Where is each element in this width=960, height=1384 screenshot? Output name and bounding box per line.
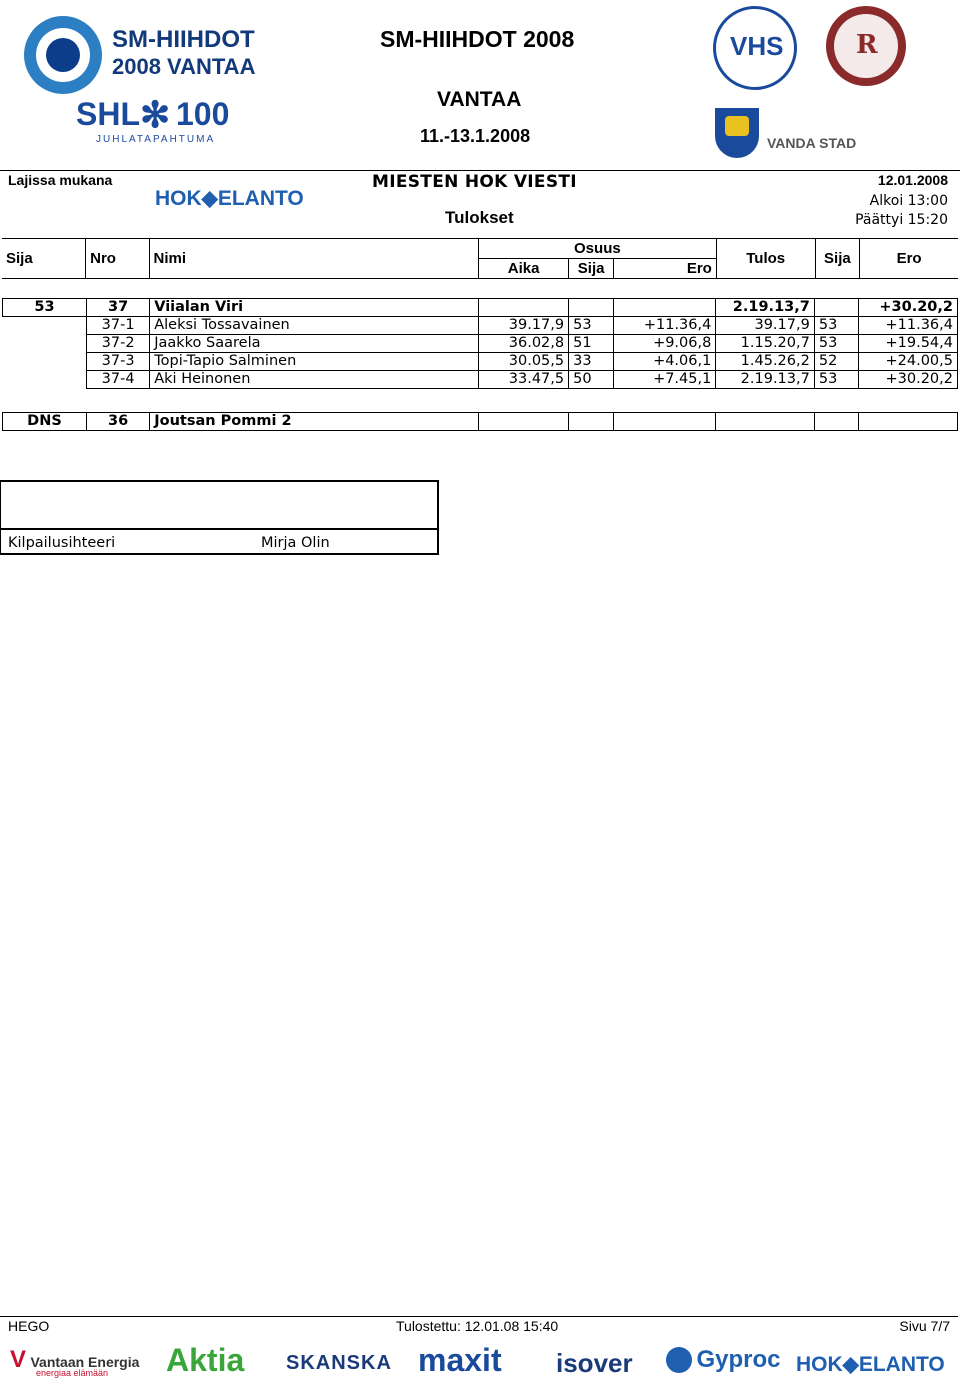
results-title: Tulokset bbox=[445, 208, 514, 227]
col-sija: Sija bbox=[2, 239, 86, 279]
col-aika: Aika bbox=[478, 259, 568, 279]
shl-100-logo bbox=[76, 96, 236, 150]
aktia-logo: Aktia bbox=[166, 1342, 245, 1378]
col-nimi: Nimi bbox=[149, 239, 478, 279]
col-tulos-sija: Sija bbox=[815, 239, 860, 279]
footer-system: HEGO bbox=[8, 1318, 50, 1334]
juhlatapahtuma-text: JUHLATAPAHTUMA bbox=[96, 134, 216, 145]
globe-icon bbox=[666, 1347, 692, 1373]
signature-name: Mirja Olin bbox=[261, 535, 330, 551]
skanska-logo: SKANSKA bbox=[286, 1352, 392, 1374]
page-title: SM-HIIHDOT 2008 bbox=[380, 26, 575, 52]
leg-row: 37-4 Aki Heinonen 33.47,5 50 +7.45,1 2.19.13,7 53 +30.20,2 bbox=[3, 371, 958, 389]
coat-of-arms-icon bbox=[715, 108, 759, 158]
maxit-logo: maxit bbox=[418, 1342, 502, 1378]
sm-hiihdot-text: SM-HIIHDOT bbox=[112, 26, 255, 53]
sm-vantaa-text: 2008 VANTAA bbox=[112, 54, 256, 79]
vantaan-energia-logo: V Vantaan Energia energiaa elämään bbox=[10, 1346, 140, 1378]
lajissa-mukana-label: Lajissa mukana bbox=[8, 172, 113, 188]
location: VANTAA bbox=[437, 88, 522, 111]
v-icon: V bbox=[10, 1346, 27, 1373]
footer-page: Sivu 7/7 bbox=[899, 1318, 950, 1334]
event-date: 12.01.2008 bbox=[877, 172, 948, 188]
dns-table bbox=[2, 412, 958, 431]
col-tulos: Tulos bbox=[716, 239, 815, 279]
event-dates: 11.-13.1.2008 bbox=[420, 126, 531, 146]
col-tulos-ero: Ero bbox=[860, 239, 958, 279]
hok-elanto-footer-logo: HOK◆ELANTO bbox=[796, 1353, 945, 1376]
signature-role: Kilpailusihteeri bbox=[8, 535, 116, 551]
results-table bbox=[2, 298, 958, 389]
leg-row: 37-2 Jaakko Saarela 36.02,8 51 +9.06,8 1.15.20,7 53 +19.54,4 bbox=[3, 335, 958, 353]
footer-printed: Tulostettu: 12.01.08 15:40 bbox=[396, 1318, 559, 1334]
isover-logo: isover bbox=[556, 1348, 633, 1378]
vantaan-kaupunki-logo: VANDA STAD bbox=[715, 108, 915, 160]
col-nro: Nro bbox=[86, 239, 149, 279]
hok-elanto-logo: HOK◆ELANTO bbox=[155, 187, 304, 210]
col-osuus-ero: Ero bbox=[613, 259, 716, 279]
team-row: 53 37 Viialan Viri 2.19.13,7 +30.20,2 bbox=[3, 299, 958, 317]
start-time: Alkoi 13:00 bbox=[869, 193, 948, 209]
vhs-logo: VHS bbox=[713, 6, 797, 90]
sm-hiihdot-logo bbox=[24, 16, 264, 94]
leg-row: 37-1 Aleksi Tossavainen 39.17,9 53 +11.36,4 39.17,9 53 +11.36,4 bbox=[3, 317, 958, 335]
snowflake-icon: ✻ bbox=[140, 94, 171, 135]
col-osuus: Osuus bbox=[478, 239, 716, 259]
shl-text: SHL bbox=[76, 96, 140, 132]
1929-club-logo: R bbox=[826, 6, 906, 86]
shl-100-text: 100 bbox=[176, 96, 230, 132]
col-osuus-sija: Sija bbox=[569, 259, 614, 279]
leg-row: 37-3 Topi-Tapio Salminen 30.05,5 33 +4.06,1 1.45.26,2 52 +24.00,5 bbox=[3, 353, 958, 371]
dns-row: DNS 36 Joutsan Pommi 2 bbox=[3, 413, 958, 431]
end-time: Päättyi 15:20 bbox=[855, 212, 948, 228]
gyproc-logo: Gyproc bbox=[666, 1346, 780, 1374]
column-header bbox=[2, 238, 958, 279]
event-name: MIESTEN HOK VIESTI bbox=[372, 172, 577, 192]
